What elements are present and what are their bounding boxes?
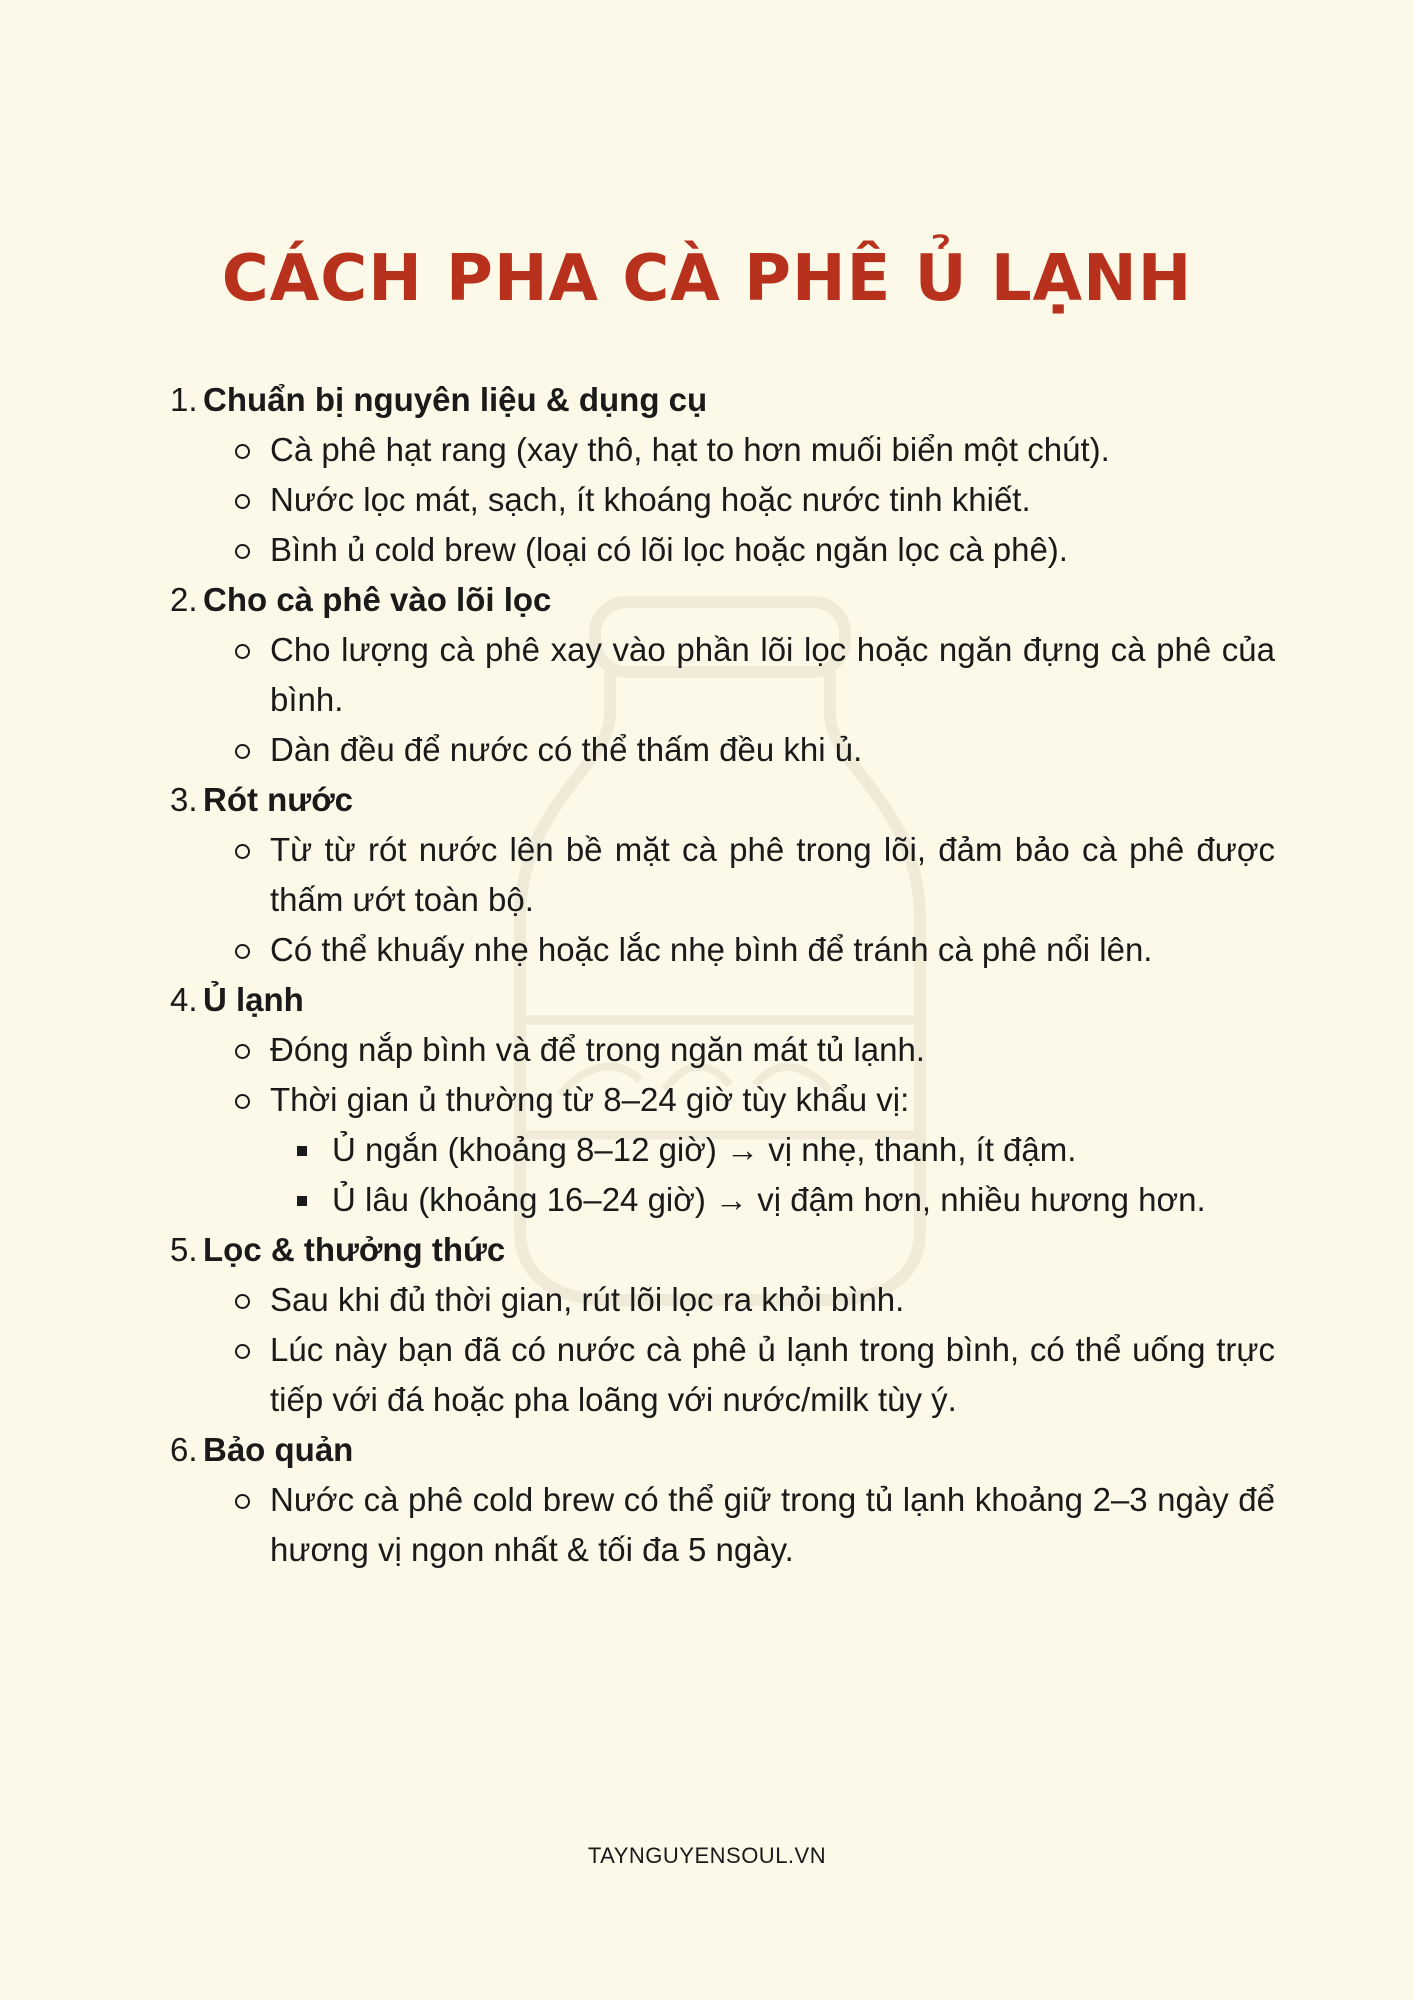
- page-title: CÁCH PHA CÀ PHÊ Ủ LẠNH: [221, 242, 1193, 316]
- list-item: Cà phê hạt rang (xay thô, hạt to hơn muối biển một chút).: [232, 425, 1275, 475]
- step-items: [232, 625, 1275, 775]
- step-items: [232, 1025, 1275, 1225]
- list-item: Cho lượng cà phê xay vào phần lõi lọc hoặc ngăn đựng cà phê của bình.: [232, 625, 1275, 725]
- step-title: Rót nước: [203, 781, 354, 818]
- step-title: Bảo quản: [203, 1431, 354, 1468]
- step-title: Cho cà phê vào lõi lọc: [203, 581, 552, 618]
- step-number: 2.: [170, 581, 198, 618]
- step-heading: [170, 1425, 1275, 1475]
- step-items: [232, 825, 1275, 975]
- list-item: Nước lọc mát, sạch, ít khoáng hoặc nước tinh khiết.: [232, 475, 1275, 525]
- list-item: Từ từ rót nước lên bề mặt cà phê trong lõi, đảm bảo cà phê được thấm ướt toàn bộ.: [232, 825, 1275, 925]
- step-items: [232, 425, 1275, 575]
- step-heading: [170, 375, 1275, 425]
- step-heading: [170, 775, 1275, 825]
- step-title: Lọc & thưởng thức: [203, 1231, 506, 1268]
- step-items: [232, 1475, 1275, 1575]
- list-item: Dàn đều để nước có thể thấm đều khi ủ.: [232, 725, 1275, 775]
- step-heading: [170, 575, 1275, 625]
- nested-list: [294, 1125, 1275, 1225]
- step-heading: [170, 1225, 1275, 1275]
- list-item: Sau khi đủ thời gian, rút lõi lọc ra khỏi bình.: [232, 1275, 1275, 1325]
- step-number: 5.: [170, 1231, 198, 1268]
- list-item: Có thể khuấy nhẹ hoặc lắc nhẹ bình để tránh cà phê nổi lên.: [232, 925, 1275, 975]
- step-number: 3.: [170, 781, 198, 818]
- list-item: Nước cà phê cold brew có thể giữ trong tủ lạnh khoảng 2–3 ngày để hương vị ngon nhất & tối đa 5 ngày.: [232, 1475, 1275, 1575]
- step-title: Chuẩn bị nguyên liệu & dụng cụ: [203, 381, 708, 418]
- footer-website: TAYNGUYENSOUL.VN: [587, 1843, 827, 1868]
- step-title: Ủ lạnh: [203, 981, 304, 1018]
- list-item: Thời gian ủ thường từ 8–24 giờ tùy khẩu vị:: [232, 1075, 1275, 1125]
- list-item: Đóng nắp bình và để trong ngăn mát tủ lạnh.: [232, 1025, 1275, 1075]
- list-item: Lúc này bạn đã có nước cà phê ủ lạnh trong bình, có thể uống trực tiếp với đá hoặc pha loãng với nước/milk tùy ý.: [232, 1325, 1275, 1425]
- step-number: 1.: [170, 381, 198, 418]
- step-heading: [170, 975, 1275, 1025]
- step-items: [232, 1275, 1275, 1425]
- step-number: 4.: [170, 981, 198, 1018]
- step-number: 6.: [170, 1431, 198, 1468]
- list-item: Bình ủ cold brew (loại có lõi lọc hoặc ngăn lọc cà phê).: [232, 525, 1275, 575]
- nested-list-item: Ủ lâu (khoảng 16–24 giờ) → vị đậm hơn, nhiều hương hơn.: [294, 1175, 1275, 1225]
- nested-list-item: Ủ ngắn (khoảng 8–12 giờ) → vị nhẹ, thanh, ít đậm.: [294, 1125, 1275, 1175]
- instruction-list: [170, 375, 1275, 1575]
